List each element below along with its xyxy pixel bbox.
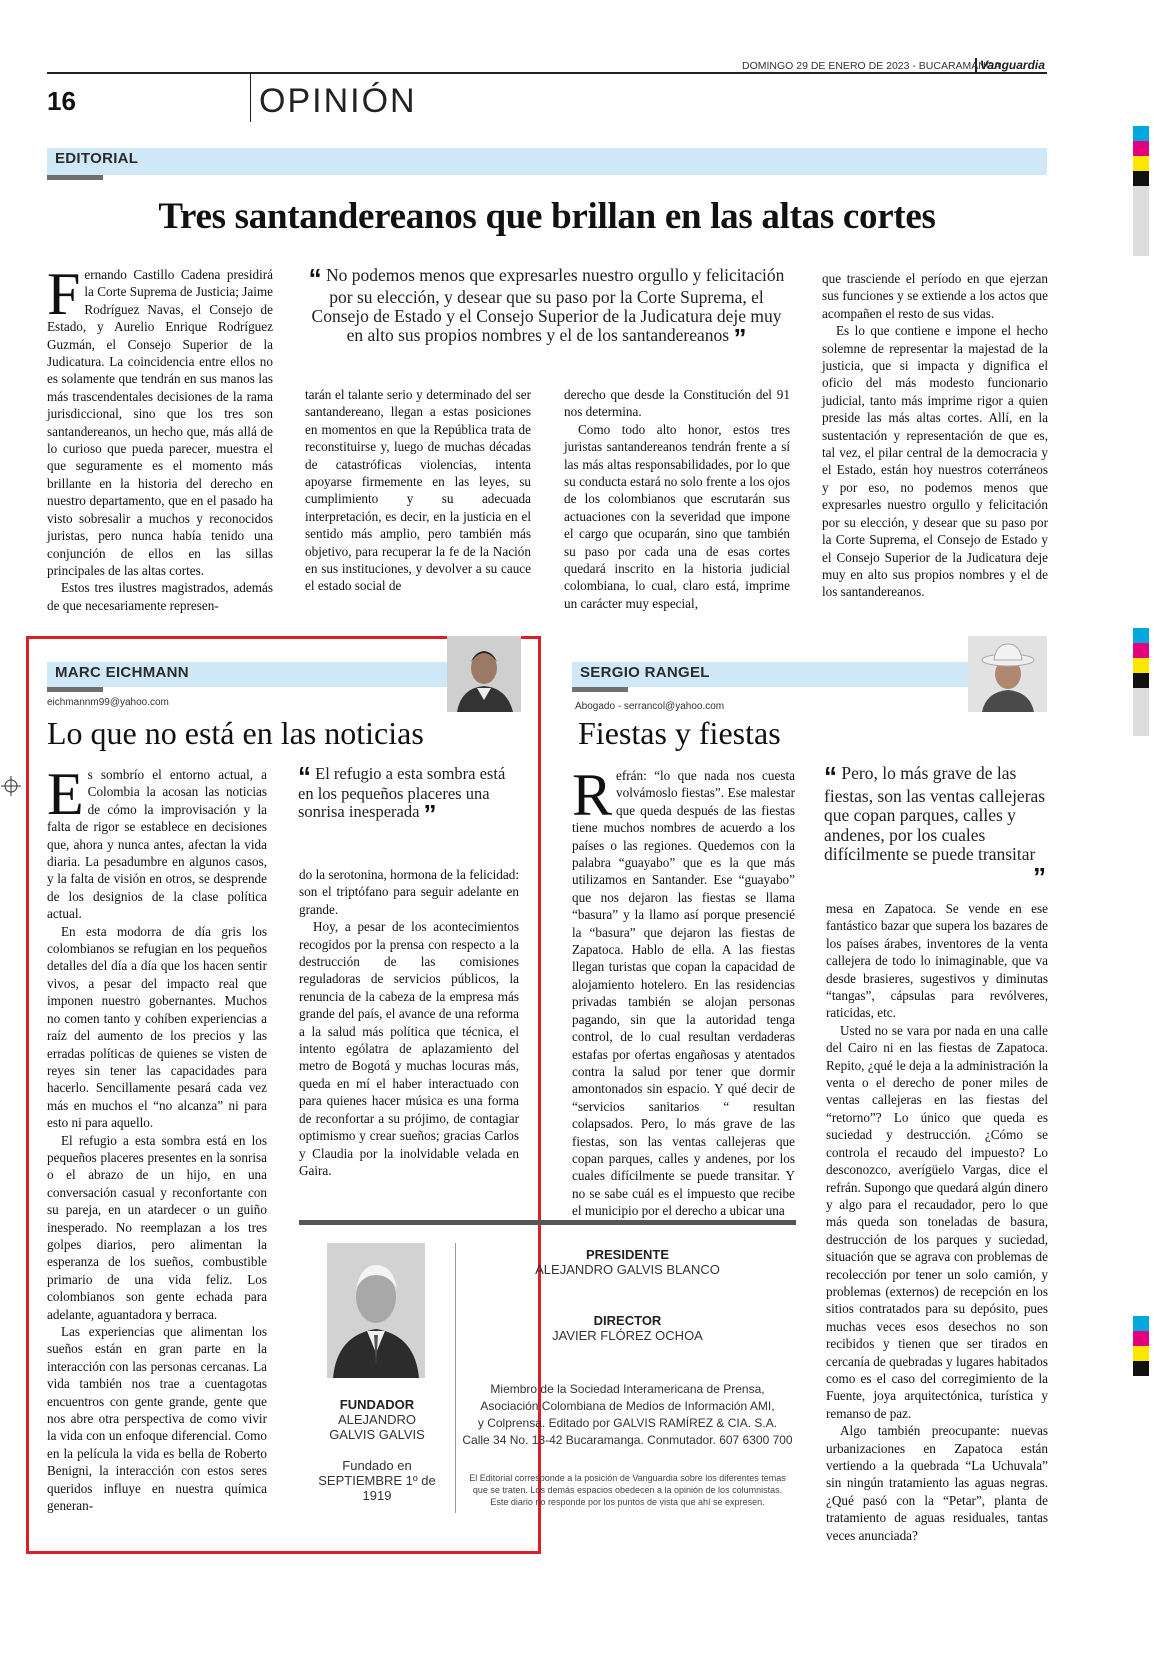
right-column-1 [572, 762, 795, 1220]
editorial-paragraph: ernando Castillo Cadena presidirá la Corte Suprema de Justicia; Jaime Rodríguez Navas, el Consejo de Estado, y Aurelio Enrique Rodríguez Guzmán, el Consejo Superior de la Judicatura. La coincidencia entre ellos no es solamente que tendrán en sus manos las más trascendentales decisiones de la rama jurisdiccional, sino que los tres son santandereanos, un hecho que, más allá de lo curioso que pueda parecer, muestra el que seguramente es el momento más brillante en la historia del derecho en nuestro departamento, que en el pasado ha visto sobresalir a muchos y reconocidos juristas, pero nunca había tenido una conjunción de ellos en las sillas principales de las altas cortes. [47, 267, 273, 578]
column-title-left: Lo que no está en las noticias [47, 715, 424, 751]
close-quote-icon: ” [733, 323, 747, 353]
presidente-label: PRESIDENTE [585, 1247, 670, 1262]
founder-photo [327, 1243, 425, 1378]
editorial-column-1 [47, 261, 273, 614]
column-paragraph: Usted no se vara por nada en una calle del Cairo ni en las fiestas de Zapatoca. Repito, ¿qué le deja a la administración la venta o el derecho de poner miles de ventas callejeras en las fiestas del “retorno”? Lo único que queda es suciedad y destrucción. ¿Cómo se controla el recaudo del impuesto? Lo desconozco, averígüelo Vargas, dice el refrán. Supongo que quedará algún dinero y algo para el recaudador, pero lo que más queda son toneladas de basura, destrucción de los parques y suciedad, situación que se agrava con problemas de recolección por tener un solo camión, y problemas (externos) de recepción en los sitios contratados para su depósito, pues muchas veces esos desechos no son recibidos y tienen que ser tirados en cercanía de quebradas y lugares habitados como es el caso del corregimiento de la Fuente, joya arquitectónica, turística y remanso de paz. [826, 1022, 1048, 1421]
right-column-2 [826, 900, 1048, 1544]
fundado-label: Fundado en [342, 1458, 412, 1473]
director-block [490, 1313, 765, 1343]
director-name: JAVIER FLÓREZ OCHOA [552, 1328, 703, 1343]
page-number: 16 [47, 86, 76, 116]
editorial-label: EDITORIAL [55, 150, 139, 167]
publisher-info: Miembro de la Sociedad Interamericana de Prensa, Asociación Colombiana de Medios de Información AMI, y Colprensa. Editado por GALVIS RAMÍREZ & CIA. S.A. Calle 34 No. 13-42 Bucaramanga. Conmutador. 607 6300 700 [462, 1382, 793, 1447]
editorial-paragraph: tarán el talante serio y determinado del ser santandereano, llegan a estas posiciones en momentos en que la República trata de reconstituirse y, luego de muchas décadas de catastróficas violencias, intenta apoyarse firmemente en las leyes, su cumplimiento y su adecuada interpretación, es decir, en la justicia en el sentido más amplio, pero también más objetivo, para recuperar la fe de la Nación en sus instituciones, y devolver a su cauce el estado social de [305, 387, 531, 594]
author-email[interactable]: eichmannm99@yahoo.com [47, 697, 169, 708]
header-divider [250, 74, 251, 122]
presidente-name: ALEJANDRO GALVIS BLANCO [535, 1262, 720, 1277]
editorial-pullquote: “ No podemos menos que expresarles nuestro orgullo y felicitación por su elección, y desear que su paso por la Corte Suprema, el Consejo de Estado y el Consejo Superior de la Judicatura deje muy en alto sus propios nombres y el de los santandereanos ” [308, 263, 785, 353]
editorial-paragraph: derecho que desde la Constitución del 91 nos determina. [564, 387, 790, 420]
author-name: SERGIO RANGEL [580, 664, 710, 681]
registration-bar-top [1133, 126, 1149, 256]
editorial-paragraph: Es lo que contiene e impone el hecho solemne de representar la majestad de la justicia, que si impacta y dignifica el oficio del más modesto funcionario judicial, tanto más imprime rigor a quien preside las más altas cortes. Allí, en la sustentación y representación de que es, tal vez, el pilar central de la democracia y el Estado, están hoy nuestros coterráneos y por eso, no podemos menos que expresarles nuestro orgullo y felicitación por su elección, y desear que su paso por la Corte Suprema, el Consejo de Estado y el Consejo Superior de la Judicatura deje muy en alto sus propios nombres y el de los santandereanos. [822, 323, 1048, 600]
author-email[interactable]: Abogado - serrancol@yahoo.com [575, 701, 725, 712]
editorial-title: Tres santandereanos que brillan en las altas cortes [158, 196, 936, 237]
section-title: OPINIÓN [259, 82, 417, 120]
director-label: DIRECTOR [593, 1313, 662, 1328]
presidente-block [490, 1247, 765, 1277]
column-paragraph: do la serotonina, hormona de la felicidad: son el triptófano para seguir adelante en grande. [299, 867, 519, 917]
close-quote-icon: ” [423, 799, 437, 829]
close-quote-icon: ” [1033, 861, 1046, 892]
dateline: DOMINGO 29 DE ENERO DE 2023 - BUCARAMANGA [742, 60, 1002, 72]
fundador-label: FUNDADOR [339, 1397, 415, 1412]
editorial-column-3 [564, 386, 790, 612]
left-column-2 [299, 866, 519, 1179]
editorial-paragraph: que trasciende el período en que ejerzan sus funciones y se extiende a los actos que acompañen el resto de sus vidas. [822, 271, 1048, 321]
column-title-right: Fiestas y fiestas [578, 715, 781, 751]
column-paragraph: En esta modorra de día gris los colombianos se refugian en los pequeños detalles del día a día que los hacen sentir vivos, a pesar del impacto real que imponen nuestro gobernantes. Muchos no comen tanto y cohíben experiencias a raíz del aumento de los precios y las erradas políticas de quienes se visten de reyes sin tener las capacidades para hacerlo. Sencillamente pesará cada vez más en muchos el “no alcanza” ni para esto ni para aquello. [47, 923, 267, 1131]
left-pullquote: “ El refugio a esta sombra está en los pequeños placeres una sonrisa inesperada ” [298, 761, 506, 829]
fundador-block [315, 1397, 439, 1503]
right-pullquote: “ Pero, lo más grave de las fiestas, son las ventas callejeras que copan parques, calles y andenes, por los cuales difícilmente se puede transitar ” [824, 761, 1046, 892]
header-rule [47, 72, 1047, 74]
registration-bar-bottom [1133, 1316, 1149, 1376]
column-paragraph: Hoy, a pesar de los acontecimientos recogidos por la prensa con respecto a la destrucción de las comisiones reguladoras de servicios públicos, la renuncia de la cabeza de la empresa más grande del país, el avance de una reforma a la salud más política que técnica, el intento ególatra de aplazamiento del metro de Bogotá y muchas locuras más, queda en mí el haber interactuado con para quienes hacer música es una forma de reconfortar a su prójimo, de contagiar optimismo y crear sueños; gracias Carlos y Claudia por la inolvidable velada en Gaira. [299, 919, 519, 1178]
author-name: MARC EICHMANN [55, 664, 189, 681]
column-paragraph: El refugio a esta sombra está en los pequeños placeres presentes en la sonrisa o el abrazo de un hijo, en una conversación casual y reconfortante con su pareja, en un atardecer o un guiño inesperado. No reemplazan a los tres golpes diarios, pero alimentan la esperanza de los sueños, combustible primario de una vida feliz. Los colombianos son gente echada para adelante, aguantadora y berraca. [47, 1132, 267, 1322]
open-quote-icon: “ [298, 761, 311, 791]
crosshair-mark [1, 776, 21, 796]
registration-bar-middle [1133, 628, 1149, 736]
left-dropcap: E [47, 761, 84, 827]
brand-logo: Vanguardia [975, 58, 1045, 72]
author-photo-rangel [968, 636, 1047, 712]
disclaimer: El Editorial corresponde a la posición de Vanguardia sobre los diferentes temas que se traten. Los demás espacios obedecen a la opinión de los columnistas. Este diario no responde por los puntos de vista que ahí se expresen. [469, 1473, 786, 1507]
left-column-1 [47, 761, 267, 1514]
column-paragraph: mesa en Zapatoca. Se vende en ese fantástico bazar que supera los bazares de los países árabes, inventores de la venta callejera de todo lo inimaginable, que va desde brasieres, sugestivos y diminutas “tangas”, cápsulas para revólveres, raticidas, etc. [826, 901, 1048, 1021]
editorial-paragraph: Estos tres ilustres magistrados, además de que necesariamente represen- [47, 580, 273, 613]
fundador-name: GALVIS GALVIS [329, 1427, 425, 1442]
open-quote-icon: “ [824, 761, 837, 791]
editorial-column-2 [305, 386, 531, 595]
fundado-date: SEPTIEMBRE 1º de 1919 [318, 1473, 436, 1503]
open-quote-icon: “ [308, 263, 322, 293]
column-paragraph: s sombrío el entorno actual, a Colombia la acosan las noticias de cómo la improvisación y la falta de rigor se establece en decisiones que, ahora y nunca antes, afectan la vida diaria. La pesadumbre en algunos casos, y la falta de visión en otros, se desprende de los designios de la clase política actual. [47, 767, 267, 922]
column-paragraph: efrán: “lo que nada nos cuesta volvámoslo fiestas”. Ese malestar que queda después de las fiestas tiene muchos nombres de acuerdo a los países o las regiones. Quedemos con la palabra “guayabo” que es la que más utilizamos en Santander. Ese “guayabo” que nos dejaron las fiestas se llama “basura” y la llamo así porque presencié la “basura” que dejaron las fiestas de Zapatoca. Hablo de ella. A las fiestas llegan turistas que copan la capacidad de alojamiento hotelero. En las residencias privadas también se alojan personas pagando, sin que la autoridad tenga control, de lo cual resultan verdaderas estafas por ofertas engañosas y atentados contra la salud por tener que dormir amontonados sin espacio. Y qué decir de “servicios sanitarios “ resultan colapsados. Pero, lo más grave de las fiestas, son las ventas callejeras que copan parques, calles y andenes, por los cuales difícilmente se puede transitar. Y no se sabe cuál es el impuesto que recibe el municipio por el derecho a ubicar una [572, 768, 795, 1219]
editorial-column-4 [822, 270, 1048, 601]
fundador-name: ALEJANDRO [337, 1412, 417, 1427]
editorial-label-bar [47, 148, 1047, 175]
masthead-rule [299, 1220, 796, 1225]
editorial-dropcap: F [47, 261, 81, 327]
author-photo-eichmann [447, 636, 521, 712]
right-dropcap: R [572, 762, 613, 828]
editorial-paragraph: Como todo alto honor, estos tres juristas santandereanos tendrán frente a sí las más altas responsabilidades, por lo que su conducta estará no solo frente a los ojos de los colombianos que escrutarán sus actuaciones con la severidad que impone el cargo que ocuparán, sino que también su paso por cada una de esas cortes quedará inscrito en la historia judicial colombiana, lo cual, claro está, imprime un carácter muy especial, [564, 421, 790, 611]
column-paragraph: Algo también preocupante: nuevas urbanizaciones en Zapatoca están vertiendo a la quebrada “La Uchuvala” sin ningún tratamiento las aguas negras. ¿Qué pasó con la “Petar”, planta de tratamiento de aguas residuales, tantas veces anunciada? [826, 1423, 1048, 1543]
column-paragraph: Las experiencias que alimentan los sueños están en gran parte en la interacción con las personas cercanas. La vida también nos trae a cuentagotas encuentros con gente grande, gente que nos abre otra perspectiva de como vivir la vida con un enfoque diferencial. Como en la película la vida es bella de Roberto Benigni, la interacción con estos seres queridos influye en nuestra química generan- [47, 1324, 267, 1514]
